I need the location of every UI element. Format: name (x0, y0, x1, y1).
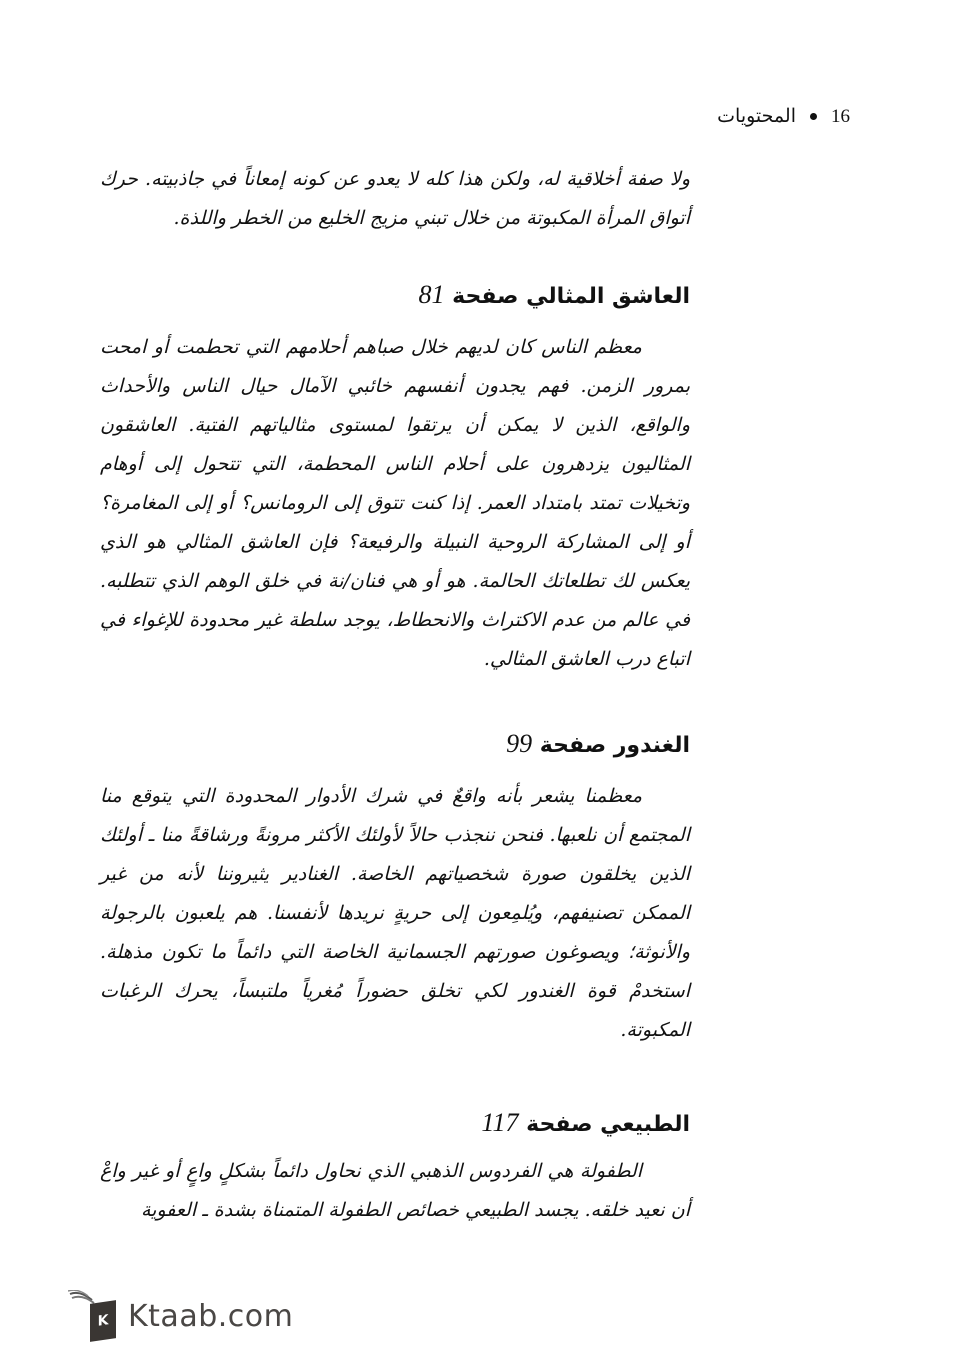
intro-paragraph: ولا صفة أخلاقية له، ولكن هذا كله لا يعدو عن كونه إمعاناً في جاذبيته. حرك أتواق المرأة المكبوتة من خلال تبني مزيج الخليع من الخطر واللذة. (100, 168, 690, 229)
section-body-dandy: معظمنا يشعر بأنه واقعٌ في شرك الأدوار المحدودة التي يتوقع منا المجتمع أن نلعبها. فنحن ننجذب حالاً لأولئك الأكثر مرونةً ورشاقةً منا ـ أولئك الذين يخلقون صورة شخصياتهم الخاصة. الغنادير يثيروننا لأنه من غير الممكن تصنيفهم، ويُلمِعون إلى حريةٍ نريدها لأنفسنا. هم يلعبون بالرجولة والأنوثة؛ ويصوغون صورتهم الجسمانية الخاصة التي دائماً ما تكون مذهلة. استخدمْ قوة الغندور لكي تخلق حضوراً مُغرياً ملتبساً، يحرك الرغبات المكبوتة. (100, 785, 690, 1041)
section-title-natural (100, 1108, 690, 1138)
logo-text: Ktaab.com (128, 1298, 294, 1334)
page-content (100, 160, 690, 1230)
section-page-number: 117 (481, 1108, 519, 1137)
section-body-natural: الطفولة هي الفردوس الذهبي الذي نحاول دائماً بشكلٍ واعٍ أو غير واعْ أن نعيد خلقه. يجسد الطبيعي خصائص الطفولة المتمناة بشدة ـ العفوية (100, 1160, 690, 1221)
section-title-ideal-lover (100, 280, 690, 310)
flying-pages-icon (68, 1290, 96, 1304)
page-header (717, 105, 850, 128)
section-title-text: الطبيعي صفحة (526, 1112, 690, 1137)
ktaab-logo[interactable] (68, 1290, 293, 1342)
section-title-text: العاشق المثالي صفحة (452, 284, 690, 309)
section-page-number: 81 (418, 280, 445, 309)
section-body-ideal-lover: معظم الناس كان لديهم خلال صباهم أحلامهم التي تحطمت أو امحت بمرور الزمن. فهم يجدون أنفسهم خائبي الآمال حيال الناس والأحداث والواقع، الذين لا يمكن أن يرتقوا لمستوى مثالياتهم الفتية. العاشقون المثاليون يزدهرون على أحلام الناس المحطمة، التي تتحول إلى أوهام وتخيلات تمتد بامتداد العمر. إذا كنت تتوق إلى الرومانس؟ أو إلى المغامرة؟ أو إلى المشاركة الروحية النبيلة والرفيعة؟ فإن العاشق المثالي هو الذي يعكس لك تطلعاتك الحالمة. هو أو هي فنان/نة في خلق الوهم الذي تتطلبه. في عالم من عدم الاكتراث والانحطاط، يوجد سلطة غير محدودة للإغواء في اتباع درب العاشق المثالي. (100, 336, 691, 670)
section-page-number: 99 (506, 729, 533, 758)
logo-letter: K (90, 1300, 116, 1342)
book-logo-icon (68, 1290, 118, 1342)
bullet-separator (810, 113, 817, 120)
running-title: المحتويات (717, 106, 796, 127)
page-number: 16 (831, 105, 850, 127)
section-title-text: الغندور صفحة (539, 733, 690, 758)
section-title-dandy (100, 729, 690, 759)
